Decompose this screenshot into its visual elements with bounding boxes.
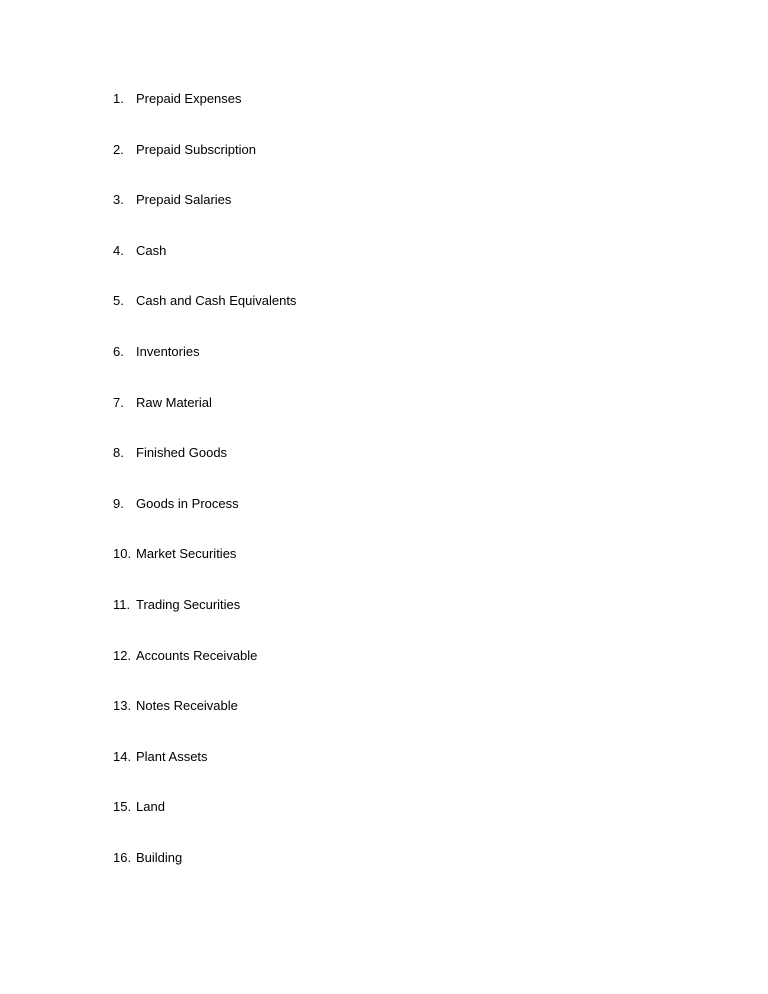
item-number: 5. [113, 293, 124, 309]
item-label: Raw Material [136, 394, 212, 410]
list-item [113, 344, 296, 395]
item-label: Accounts Receivable [136, 647, 258, 663]
list-item [113, 445, 296, 496]
item-label: Market Securities [136, 546, 237, 562]
list-item [113, 749, 296, 800]
item-label: Cash and Cash Equivalents [136, 293, 297, 309]
list-item [113, 546, 296, 597]
item-label: Finished Goods [136, 445, 228, 461]
item-number: 16. [113, 849, 132, 865]
item-label: Land [136, 799, 165, 815]
item-label: Trading Securities [136, 596, 241, 612]
item-number: 3. [113, 192, 124, 208]
item-number: 12. [113, 647, 132, 663]
list-item [113, 293, 296, 344]
list-item [113, 395, 296, 446]
item-number: 1. [113, 91, 124, 106]
item-number: 2. [113, 141, 124, 157]
item-label: Cash [136, 242, 167, 258]
list-item [113, 698, 296, 749]
list-item [113, 243, 296, 294]
account-list [113, 91, 296, 901]
item-number: 8. [113, 445, 124, 461]
list-item [113, 91, 296, 142]
list-item [113, 496, 296, 547]
item-number: 15. [113, 799, 132, 815]
item-label: Plant Assets [136, 748, 208, 764]
item-label: Prepaid Salaries [136, 192, 232, 208]
item-number: 7. [113, 394, 124, 410]
list-item [113, 648, 296, 699]
list-item [113, 597, 296, 648]
item-number: 6. [113, 343, 124, 359]
item-number: 14. [113, 748, 132, 764]
item-number: 13. [113, 698, 132, 714]
item-label: Prepaid Subscription [136, 141, 256, 157]
item-number: 11. [113, 596, 131, 612]
item-number: 4. [113, 242, 124, 258]
item-label: Building [136, 849, 183, 865]
item-label: Inventories [136, 343, 200, 359]
list-item [113, 850, 296, 901]
item-label: Goods in Process [136, 495, 239, 511]
item-number: 9. [113, 495, 124, 511]
list-item [113, 799, 296, 850]
item-number: 10. [113, 546, 132, 562]
list-item [113, 192, 296, 243]
item-label: Notes Receivable [136, 698, 238, 714]
item-label: Prepaid Expenses [136, 91, 242, 106]
list-item [113, 142, 296, 193]
